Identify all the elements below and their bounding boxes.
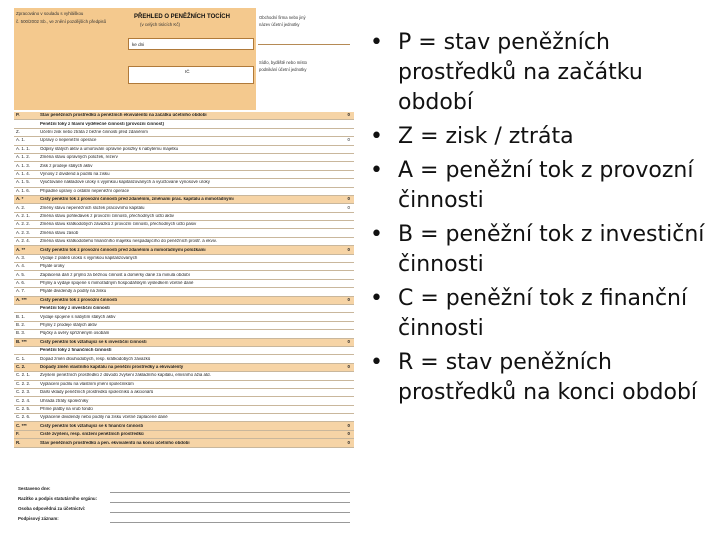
row-code: F. xyxy=(16,431,20,437)
row-code: A. 6. xyxy=(16,280,26,286)
row-code: C. 1. xyxy=(16,355,26,361)
statement-row xyxy=(14,372,354,380)
row-label: Vyplacené dividendy nebo podíly na zisku včetně zaplacené daně xyxy=(40,415,168,420)
statement-row xyxy=(14,389,354,397)
row-code: A. * xyxy=(16,196,24,202)
statement-row xyxy=(14,339,354,347)
form-title: PŘEHLED O PENĚŽNÍCH TOCÍCH xyxy=(134,14,230,20)
ico-label: IČ xyxy=(185,69,190,74)
row-label: Zvýšení peněžních prostředků z důvodů zvýšení základního kapitálu, emisního ážia atd. xyxy=(40,373,211,378)
row-value[interactable]: 0 xyxy=(347,422,350,428)
statement-row xyxy=(14,397,354,405)
bullet-item-c xyxy=(370,284,715,344)
footer-label-accountant: Osoba odpovědná za účetnictví: xyxy=(18,505,86,511)
legend-bullet-list xyxy=(370,28,715,412)
row-label: Vyplacení podílu na vlastním jmění společníkům xyxy=(40,381,134,386)
date-label: ke dni xyxy=(132,42,145,47)
row-code: B. 3. xyxy=(16,330,26,336)
legal-note-1: Zpracováno v souladu s vyhláškou xyxy=(16,11,84,16)
row-label: Změna stavu opravných položek, rezerv xyxy=(40,155,118,160)
row-code: A. 2. 1. xyxy=(16,212,30,218)
statement-row xyxy=(14,330,354,338)
row-code: A. 2. 3. xyxy=(16,229,30,235)
signature-line[interactable] xyxy=(110,512,350,513)
row-label: Úhrada ztráty společníky xyxy=(40,398,89,403)
row-value[interactable]: 0 xyxy=(347,204,350,210)
row-code: C. 2. 4. xyxy=(16,397,31,403)
statement-row xyxy=(14,288,354,296)
statement-row xyxy=(14,313,354,321)
row-label: Čistý peněžní tok z provozní činnosti před zdaněním, změnami prac. kapitálu a mimořádnými xyxy=(40,197,234,202)
signature-line[interactable] xyxy=(110,522,350,523)
statement-rows xyxy=(14,112,354,448)
row-code: C. 2. 5. xyxy=(16,405,31,411)
row-label: Dopady změn vlastního kapitálu na peněžní prostředky a ekvivalenty xyxy=(40,364,184,369)
statement-row xyxy=(14,381,354,389)
footer-row xyxy=(14,494,354,504)
row-value[interactable]: 0 xyxy=(347,363,350,369)
row-value[interactable]: 0 xyxy=(347,137,350,143)
row-label: Zisk z prodeje stálých aktiv xyxy=(40,163,93,168)
statement-row xyxy=(14,204,354,212)
bullet-icon: • xyxy=(370,222,383,247)
form-subtitle: (v celých tisících Kč) xyxy=(140,22,181,27)
row-label: Dopad změn dlouhodobých, resp. krátkodobých závazků xyxy=(40,356,151,361)
row-code: A. 1. xyxy=(16,137,26,143)
bullet-icon: • xyxy=(370,124,383,149)
row-code: A. 4. xyxy=(16,263,26,269)
statement-row xyxy=(14,280,354,288)
row-label: Čistý peněžní tok z provozní činnosti xyxy=(40,297,118,302)
row-label: Čisté zvýšení, resp. snížení peněžních prostředků xyxy=(40,432,144,437)
footer-row xyxy=(14,514,354,524)
bullet-item-b xyxy=(370,220,715,280)
statement-row xyxy=(14,154,354,162)
row-code: A. 1. 1. xyxy=(16,145,30,151)
row-label: Přímé platby na vrub fondů xyxy=(40,406,93,411)
footer-row xyxy=(14,504,354,514)
signature-line[interactable] xyxy=(110,492,350,493)
entity-address-label-1: Sídlo, bydliště nebo místo xyxy=(259,60,307,65)
row-code: C. 2. 6. xyxy=(16,414,31,420)
row-label: Přijaté dividendy a podíly na zisku xyxy=(40,289,107,294)
entity-name-label-1: Obchodní firma nebo jiný xyxy=(259,15,306,20)
row-label: Změna stavu krátkodobých závazků z provozní činnosti, přechodných účtů pasiv xyxy=(40,222,197,227)
bullet-text: A = peněžní tok z provozní činnosti xyxy=(398,158,694,213)
entity-divider xyxy=(258,44,350,45)
row-value[interactable]: 0 xyxy=(347,112,350,118)
row-label: Případné úpravy o ostatní nepeněžní operace xyxy=(40,188,130,193)
row-code: A. 5. xyxy=(16,271,26,277)
date-field[interactable] xyxy=(128,38,254,50)
row-code: A. ** xyxy=(16,246,26,252)
statement-row xyxy=(14,364,354,372)
row-code: A. 2. xyxy=(16,204,26,210)
statement-row xyxy=(14,305,354,313)
statement-row xyxy=(14,120,354,128)
row-label: Změna stavu krátkodobého finančního majetku nespadajícího do peněžních prostř. a ekviv. xyxy=(40,239,217,244)
bullet-item-a xyxy=(370,156,715,216)
row-value[interactable]: 0 xyxy=(347,338,350,344)
row-label: Příjmy a výdaje spojené s mimořádným hospodářským výsledkem včetně daně xyxy=(40,281,194,286)
row-code: A. 2. 2. xyxy=(16,221,30,227)
row-code: A. *** xyxy=(16,296,27,302)
statement-row xyxy=(14,439,354,447)
row-label: Zaplacená daň z příjmů za běžnou činnost a doměrky daně za minulá období xyxy=(40,272,190,277)
bullet-icon: • xyxy=(370,286,383,311)
row-code: C. *** xyxy=(16,422,27,428)
statement-row xyxy=(14,221,354,229)
statement-row xyxy=(14,171,354,179)
row-label: Přijaté úroky xyxy=(40,264,65,269)
statement-row xyxy=(14,422,354,430)
footer-row xyxy=(14,484,354,494)
row-code: R. xyxy=(16,439,21,445)
row-code: A. 1. 4. xyxy=(16,171,30,176)
legal-note-2: č. 500/2002 Sb., ve znění pozdějších předpisů xyxy=(16,19,107,24)
row-value[interactable]: 0 xyxy=(347,431,350,437)
row-label: Čistý peněžní tok vztahující se k investiční činnosti xyxy=(40,339,147,344)
row-label: Změny stavu nepeněžních složek pracovního kapitálu xyxy=(40,205,145,210)
row-code: A. 7. xyxy=(16,288,26,294)
row-label: Výnosy z dividend a podílů na zisku xyxy=(40,172,110,176)
row-code: A. 1. 3. xyxy=(16,162,30,168)
row-code: A. 1. 2. xyxy=(16,154,30,160)
row-label: Peněžní toky z investiční činnosti xyxy=(40,306,110,311)
statement-row xyxy=(14,179,354,187)
row-label: Výdaje z plateb úroků s výjimkou kapitalizovaných xyxy=(40,255,138,260)
form-header-legal xyxy=(14,8,126,96)
row-label: Vyúčtované nákladové úroky s výjimkou kapitalizovaných a vyúčtované výnosové úroky xyxy=(40,180,210,185)
statement-row xyxy=(14,162,354,170)
row-code: C. 2. 2. xyxy=(16,380,31,386)
footer-label-stamp: Razítko a podpis statutárního orgánu: xyxy=(18,495,98,501)
statement-row xyxy=(14,137,354,145)
row-code: A. 3. xyxy=(16,254,26,260)
cash-flow-statement-form xyxy=(14,8,354,532)
bullet-text: C = peněžní tok z finanční činnosti xyxy=(398,286,688,341)
row-label: Stav peněžních prostředků a peněžních ekvivalentů na začátku účetního období xyxy=(40,113,207,118)
statement-row xyxy=(14,414,354,422)
row-code: B. 1. xyxy=(16,313,26,319)
row-code: P. xyxy=(16,112,20,118)
footer-label-signature: Podpisový záznam: xyxy=(18,515,59,521)
signature-line[interactable] xyxy=(110,502,350,503)
form-header-entity xyxy=(256,8,354,110)
row-code: B. 2. xyxy=(16,322,26,328)
row-code: C. 2. 1. xyxy=(16,372,31,378)
row-label: Účetní zisk nebo ztráta z běžné činnosti před zdaněním xyxy=(40,130,148,135)
row-label: Změna stavu pohledávek z provozní činnosti, přechodných účtů aktiv xyxy=(40,213,174,218)
statement-row xyxy=(14,238,354,246)
row-code: A. 2. 4. xyxy=(16,238,30,244)
row-label: Půjčky a úvěry spřízněným osobám xyxy=(40,331,110,336)
row-label: Příjmy z prodeje stálých aktiv xyxy=(40,323,97,328)
ico-field[interactable] xyxy=(128,66,254,84)
row-value[interactable]: 0 xyxy=(347,439,350,445)
statement-row xyxy=(14,263,354,271)
statement-row xyxy=(14,255,354,263)
form-header xyxy=(14,8,354,110)
entity-name-label-2: název účetní jednotky xyxy=(259,22,300,27)
statement-row xyxy=(14,355,354,363)
statement-row xyxy=(14,347,354,355)
bullet-item-p xyxy=(370,28,715,118)
row-value[interactable]: 0 xyxy=(347,246,350,252)
row-label: Úpravy o nepeněžní operace xyxy=(40,138,97,143)
bullet-icon: • xyxy=(370,30,383,55)
statement-row xyxy=(14,229,354,237)
statement-row xyxy=(14,431,354,439)
row-label: Další vklady peněžních prostředků společníků a akcionářů xyxy=(40,390,154,395)
bullet-text: Z = zisk / ztráta xyxy=(398,124,574,149)
bullet-item-z xyxy=(370,122,715,152)
row-label: Peněžní toky z finančních činností xyxy=(40,348,112,353)
row-code: C. 2. xyxy=(16,363,26,369)
statement-row xyxy=(14,188,354,196)
form-header-title-area xyxy=(128,8,254,110)
row-label: Čistý peněžní tok vztahující se k finanční činnosti xyxy=(40,423,144,428)
row-code: B. *** xyxy=(16,338,27,344)
row-code: Z. xyxy=(16,129,20,135)
row-label: Stav peněžních prostředků a pen. ekvivalentů na konci účetního období xyxy=(40,440,190,445)
statement-row xyxy=(14,196,354,204)
row-code: A. 1. 6. xyxy=(16,187,30,193)
row-value[interactable]: 0 xyxy=(347,296,350,302)
form-footer xyxy=(14,484,354,524)
row-label: Odpisy stálých aktiv a umořování opravné položky k nabytému majetku xyxy=(40,146,179,151)
statement-row xyxy=(14,213,354,221)
bullet-item-r xyxy=(370,348,715,408)
bullet-icon: • xyxy=(370,350,383,375)
row-label: Změna stavu zásob xyxy=(40,230,79,235)
bullet-text: P = stav peněžních prostředků na začátku období xyxy=(398,30,643,115)
row-label: Peněžní toky z hlavní výdělečné činnosti (provozní činnost) xyxy=(40,121,164,126)
bullet-text: R = stav peněžních prostředků na konci období xyxy=(398,350,698,405)
row-code: A. 1. 5. xyxy=(16,179,30,185)
statement-row xyxy=(14,322,354,330)
row-label: Výdaje spojené s nabytím stálých aktiv xyxy=(40,314,116,319)
statement-row xyxy=(14,246,354,254)
statement-row xyxy=(14,271,354,279)
statement-row xyxy=(14,297,354,305)
row-label: Čistý peněžní tok z provozní činnosti před zdaněním a mimořádnými položkami xyxy=(40,247,206,252)
bullet-icon: • xyxy=(370,158,383,183)
entity-address-label-2: podnikání účetní jednotky xyxy=(259,67,307,72)
statement-row xyxy=(14,146,354,154)
bullet-text: B = peněžní tok z investiční činnosti xyxy=(398,222,705,277)
row-value[interactable]: 0 xyxy=(347,196,350,202)
statement-row xyxy=(14,112,354,120)
statement-row xyxy=(14,129,354,137)
statement-row xyxy=(14,406,354,414)
footer-label-date: Sestaveno dne: xyxy=(18,485,51,491)
row-code: C. 2. 3. xyxy=(16,389,31,395)
